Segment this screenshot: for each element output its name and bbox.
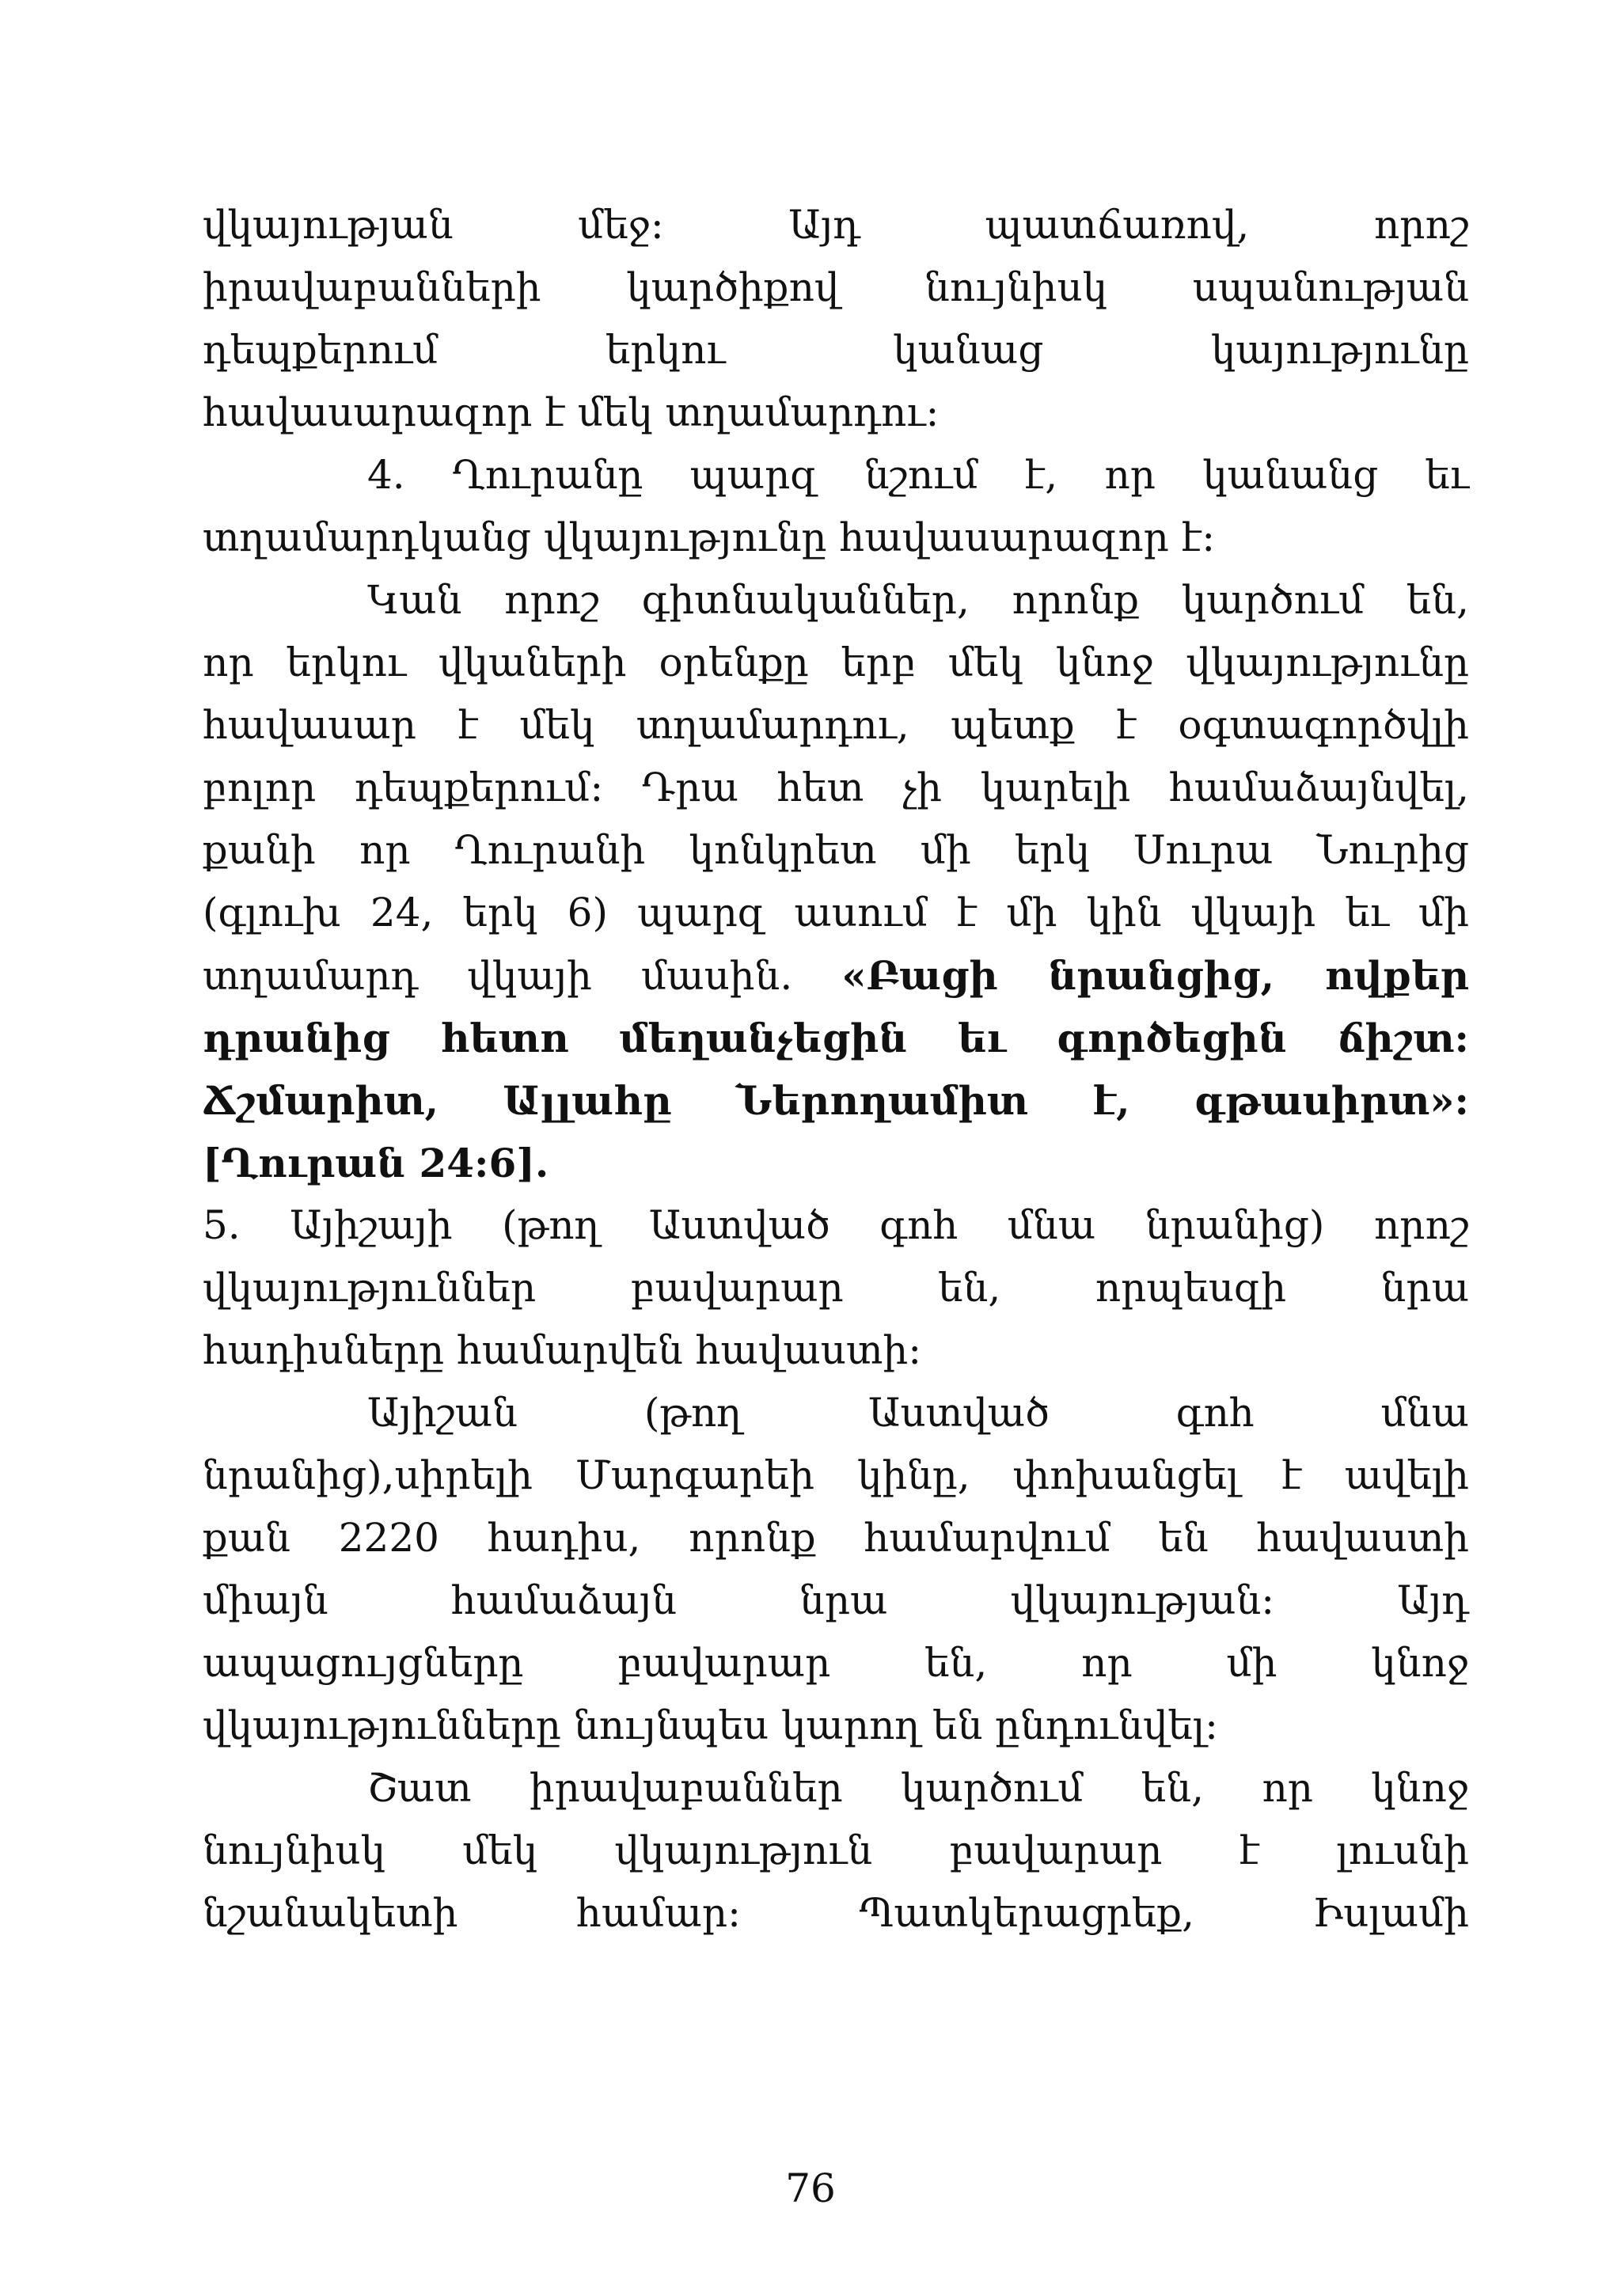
line-text: դեպքերում երկու կանաց կայությունը [203,327,1469,373]
line-text: տղամարդ վկայի մասին. [203,953,793,999]
quran-quote-text: դրանից հետո մեղանչեցին եւ գործեցին ճիշտ: [203,1015,1469,1061]
line-text: նույնիսկ մեկ վկայություն բավարար է լուսնի [203,1827,1469,1873]
text-line [203,819,1469,882]
text-line [203,507,1469,569]
text-line [203,1257,1469,1319]
text-line [203,1820,1469,1882]
line-text: տղամարդկանց վկայությունը հավասարազոր է: [203,514,1216,560]
text-line [203,1757,1469,1820]
line-text: 4. Ղուրանը պարզ նշում է, որ կանանց եւ [367,452,1469,498]
text-line [203,944,1469,1007]
text-line [203,882,1469,944]
text-line [203,1319,1469,1382]
page-body [203,194,1469,1945]
paragraph-aisha [203,1382,1469,1757]
text-line [203,1132,1469,1194]
line-text: (գլուխ 24, երկ 6) պարզ ասում է մի կին վկայի եւ մի [203,890,1469,935]
text-line [203,1194,1469,1257]
text-line [203,1632,1469,1694]
line-text: վկայության մեջ: Այդ պատճառով, որոշ [203,202,1469,248]
paragraph-scholars [203,569,1469,1194]
line-text: վկայությունները նույնպես կարող են ընդունվել: [203,1702,1218,1748]
line-text: քան 2220 հադիս, որոնք համարվում են հավաստի [203,1515,1469,1561]
paragraph-point-5 [203,1194,1469,1382]
line-text: Այիշան (թող Աստված գոհ մնա [367,1390,1469,1436]
line-text: հավասարազոր է մեկ տղամարդու: [203,389,940,435]
text-line [203,1507,1469,1569]
text-line [203,1069,1469,1132]
paragraph-lawyers [203,1757,1469,1945]
text-line [203,1694,1469,1757]
line-text: նշանակետի համար: Պատկերացրեք, Իսլամի [203,1890,1469,1936]
line-text: Կան որոշ գիտնականներ, որոնք կարծում են, [367,577,1469,623]
line-text: քանի որ Ղուրանի կոնկրետ մի երկ Սուրա Նուրից [203,827,1469,873]
line-text: ապացույցները բավարար են, որ մի կնոջ [203,1640,1469,1686]
line-text: որ երկու վկաների օրենքը երբ մեկ կնոջ վկայությունը [203,639,1469,685]
page-number: 76 [785,2165,836,2211]
text-line [203,381,1469,444]
line-text: նրանից),սիրելի Մարգարեի կինը, փոխանցել է ավելի [203,1452,1469,1498]
quran-quote-text: «Բացի նրանցից, ովքեր [841,952,1469,999]
text-line [203,1882,1469,1945]
text-line [203,194,1469,256]
line-text: իրավաբանների կարծիքով նույնիսկ սպանության [203,264,1469,310]
text-line [203,256,1469,319]
text-line [203,1007,1469,1069]
line-text: Շատ իրավաբաններ կարծում են, որ կնոջ [367,1765,1469,1811]
paragraph-point-4 [203,444,1469,569]
text-line [203,1569,1469,1632]
line-text: միայն համաձայն նրա վկայության: Այդ [203,1577,1469,1623]
text-line [203,1444,1469,1507]
text-line [203,1382,1469,1444]
line-text: վկայություններ բավարար են, որպեսզի նրա [203,1265,1469,1311]
line-text: հավասար է մեկ տղամարդու, պետք է օգտագործվլի [203,702,1469,748]
paragraph-intro [203,194,1469,444]
line-text: բոլոր դեպքերում: Դրա հետ չի կարելի համաձայնվել, [203,765,1469,810]
line-text: հադիսները համարվեն հավաստի: [203,1327,922,1373]
text-line [203,694,1469,757]
text-line [203,444,1469,507]
text-line [203,319,1469,381]
quran-quote-text: Ճշմարիտ, Ալլահը Ներողամիտ է, գթասիրտ»: [203,1077,1469,1124]
line-text: 5. Այիշայի (թող Աստված գոհ մնա նրանից) որոշ [203,1202,1469,1248]
quran-quote-text: [Ղուրան 24:6]. [203,1140,549,1186]
text-line [203,757,1469,819]
text-line [203,569,1469,632]
text-line [203,632,1469,694]
